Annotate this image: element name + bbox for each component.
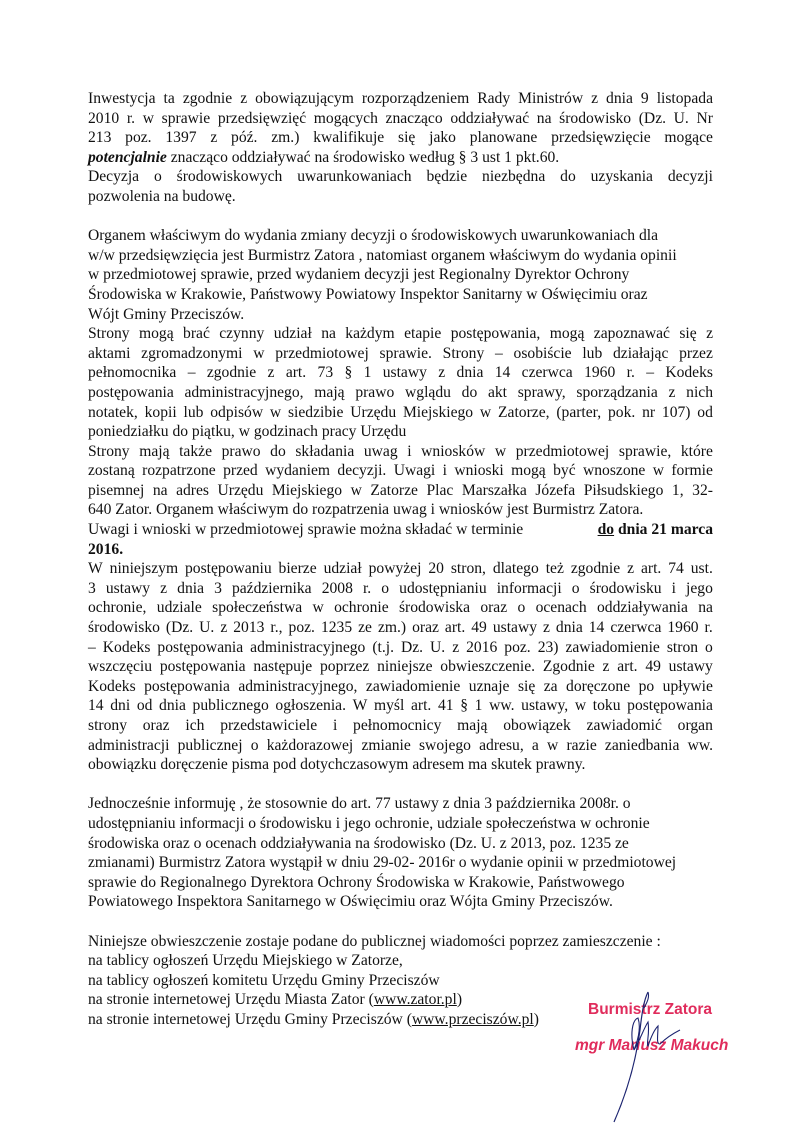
text-line	[88, 148, 713, 168]
text-line: Organem właściwym do wydania zmiany decyzji o środowiskowych uwarunkowaniach dla	[88, 227, 659, 245]
text-line: Inwestycja ta zgodnie z obowiązującym rozporządzeniem Rady Ministrów z dnia 9 listopada	[88, 90, 713, 107]
text-fragment: Uwagi i wnioski w przedmiotowej sprawie można składać w terminie	[88, 521, 524, 539]
text-line: wszczęciu postępowania następuje poprzez niniejsze obwieszczenie. Zgodnie z art. 49 ustawy	[88, 658, 713, 676]
text-line: Niniejsze obwieszczenie zostaje podane do publicznej wiadomości poprzez zamieszczenie :	[88, 932, 661, 950]
signature-icon	[600, 990, 730, 1130]
text-line: pełnomocnika – zgodnie z art. 73 § 1 ustawy z dnia 14 czerwca 1960 r. – Kodeks	[88, 364, 713, 382]
text-line: w/w przedsięwzięcia jest Burmistrz Zatora , natomiast organem właściwym do wydania opinii	[88, 246, 677, 264]
paragraph-notification	[88, 559, 713, 775]
paragraph-comments	[88, 442, 713, 560]
text-line: zmianami) Burmistrz Zatora wystąpił w dniu 29-02- 2016r o wydanie opinii w przedmiotowej	[88, 854, 677, 872]
text-line: ochronie, udziale społeczeństwa w ochronie środowiska oraz o ocenach oddziaływania na	[88, 599, 713, 617]
document-body	[88, 89, 713, 1030]
text-fragment: na stronie internetowej Urzędu Gminy Przeciszów (	[88, 1010, 412, 1028]
text-fragment: na stronie internetowej Urzędu Miasta Zator (	[88, 991, 374, 1009]
text-line: pozwolenia na budowę.	[88, 187, 236, 205]
text-line: Strony mogą brać czynny udział na każdym etapie postępowania, mogą zapoznawać się z	[88, 325, 713, 343]
stamp-name: mgr Mariusz Makuch	[575, 1037, 729, 1054]
text-line: 213 poz. 1397 z póź. zm.) kwalifikuje się jako planowane przedsięwzięcie mogące	[88, 129, 713, 147]
text-line: 2010 r. w sprawie przedsięwzięć mogących znacząco oddziaływać na środowisko (Dz. U. Nr	[88, 109, 713, 127]
text-line: obowiązku doręczenie pisma pod dotychczasowym adresem ma skutek prawny.	[88, 756, 586, 774]
text-line: środowiska oraz o ocenach oddziaływania na środowisko (Dz. U. z 2013, poz. 1235 ze	[88, 834, 629, 852]
text-line: poniedziałku do piątku, w godzinach pracy Urzędu	[88, 423, 407, 441]
text-line: Decyzja o środowiskowych uwarunkowaniach będzie niezbędna do uzyskania decyzji	[88, 168, 713, 186]
text-line: udostępnianiu informacji o środowisku i jego ochronie, udziale społeczeństwa w ochronie	[88, 814, 650, 832]
emphasis-text: potencjalnie	[88, 148, 167, 166]
text-line: Powiatowego Inspektora Sanitarnego w Oświęcimiu oraz Wójta Gminy Przeciszów.	[88, 893, 613, 911]
text-line: postępowania administracyjnego, mają prawo wglądu do akt sprawy, sporządzania z nich	[88, 383, 713, 401]
text-line: administracji publicznej o każdorazowej zmianie swojego adresu, a w razie zaniedbania ww.	[88, 736, 713, 754]
text-line: W niniejszym postępowaniu bierze udział powyżej 20 stron, dlatego też zgodnie z art. 74 ust.	[88, 560, 713, 578]
text-line: Wójt Gminy Przeciszów.	[88, 305, 245, 323]
deadline-bold: dnia 21 marca	[614, 521, 713, 539]
paragraph-classification	[88, 89, 713, 207]
text-line: 3 ustawy z dnia 3 października 2008 r. o udostępnianiu informacji o środowisku i jego	[88, 579, 713, 597]
text-line: zostaną rozpatrzone przed wydaniem decyzji. Uwagi i wnioski mogą być wnoszone w formie	[88, 462, 713, 480]
text-fragment: znacząco oddziaływać na środowisko według § 3 ust 1 pkt.60.	[166, 148, 560, 166]
text-line: sprawie do Regionalnego Dyrektora Ochrony Środowiska w Krakowie, Państwowego	[88, 873, 625, 891]
text-line: – Kodeks postępowania administracyjnego (t.j. Dz. U. z 2016 poz. 23) zawiadomienie stron o	[88, 638, 713, 656]
text-line: środowisko (Dz. U. z 2013 r., poz. 1235 ze zm.) oraz art. 49 ustawy z dnia 14 czerwca 1960 r.	[88, 619, 713, 637]
text-fragment: )	[456, 991, 463, 1009]
text-line: 640 Zator. Organem właściwym do rozpatrzenia uwag i wniosków jest Burmistrz Zatora.	[88, 501, 644, 519]
deadline-underlined: do	[597, 521, 615, 539]
paragraph-parties-rights	[88, 324, 713, 442]
text-line: 14 dni od dnia publicznego ogłoszenia. W myśl art. 41 § 1 ww. ustawy, w toku postępowania	[88, 697, 713, 715]
text-line: aktami zgromadzonymi w przedmiotowej sprawie. Strony – osobiście lub działając przez	[88, 344, 713, 362]
paragraph-opinion-request	[88, 794, 713, 912]
text-line: Kodeks postępowania administracyjnego, zawiadomienie uznaje się za doręczone po upływie	[88, 677, 713, 695]
text-line: na tablicy ogłoszeń Urzędu Miejskiego w Zatorze,	[88, 952, 403, 970]
text-line: Środowiska w Krakowie, Państwowy Powiatowy Inspektor Sanitarny w Oświęcimiu oraz	[88, 285, 648, 303]
stamp-title: Burmistrz Zatora	[588, 1001, 713, 1018]
link-przeciszow[interactable]: www.przeciszów.pl	[411, 1010, 534, 1028]
text-line: Jednocześnie informuję , że stosownie do art. 77 ustawy z dnia 3 października 2008r. o	[88, 795, 631, 813]
text-line: pisemnej na adres Urzędu Miejskiego w Zatorze Plac Marszałka Józefa Piłsudskiego 1, 32-	[88, 481, 713, 499]
link-zator[interactable]: www.zator.pl	[373, 991, 457, 1009]
deadline-line	[88, 520, 713, 540]
text-fragment: )	[533, 1010, 539, 1028]
text-line: strony oraz ich przedstawiciele i pełnomocnicy mają obowiązek zawiadomić organ	[88, 717, 713, 734]
text-line: notatek, kopii lub odpisów w siedzibie Urzędu Miejskiego w Zatorze, (parter, pok. nr 107) od	[88, 403, 713, 421]
text-line: na tablicy ogłoszeń komitetu Urzędu Gminy Przeciszów	[88, 971, 440, 989]
paragraph-competent-authority	[88, 226, 713, 324]
text-line: w przedmiotowej sprawie, przed wydaniem decyzji jest Regionalny Dyrektor Ochrony	[88, 266, 630, 284]
text-line: Strony mają także prawo do składania uwag i wniosków w przedmiotowej sprawie, które	[88, 442, 713, 460]
deadline-year: 2016.	[88, 540, 124, 558]
